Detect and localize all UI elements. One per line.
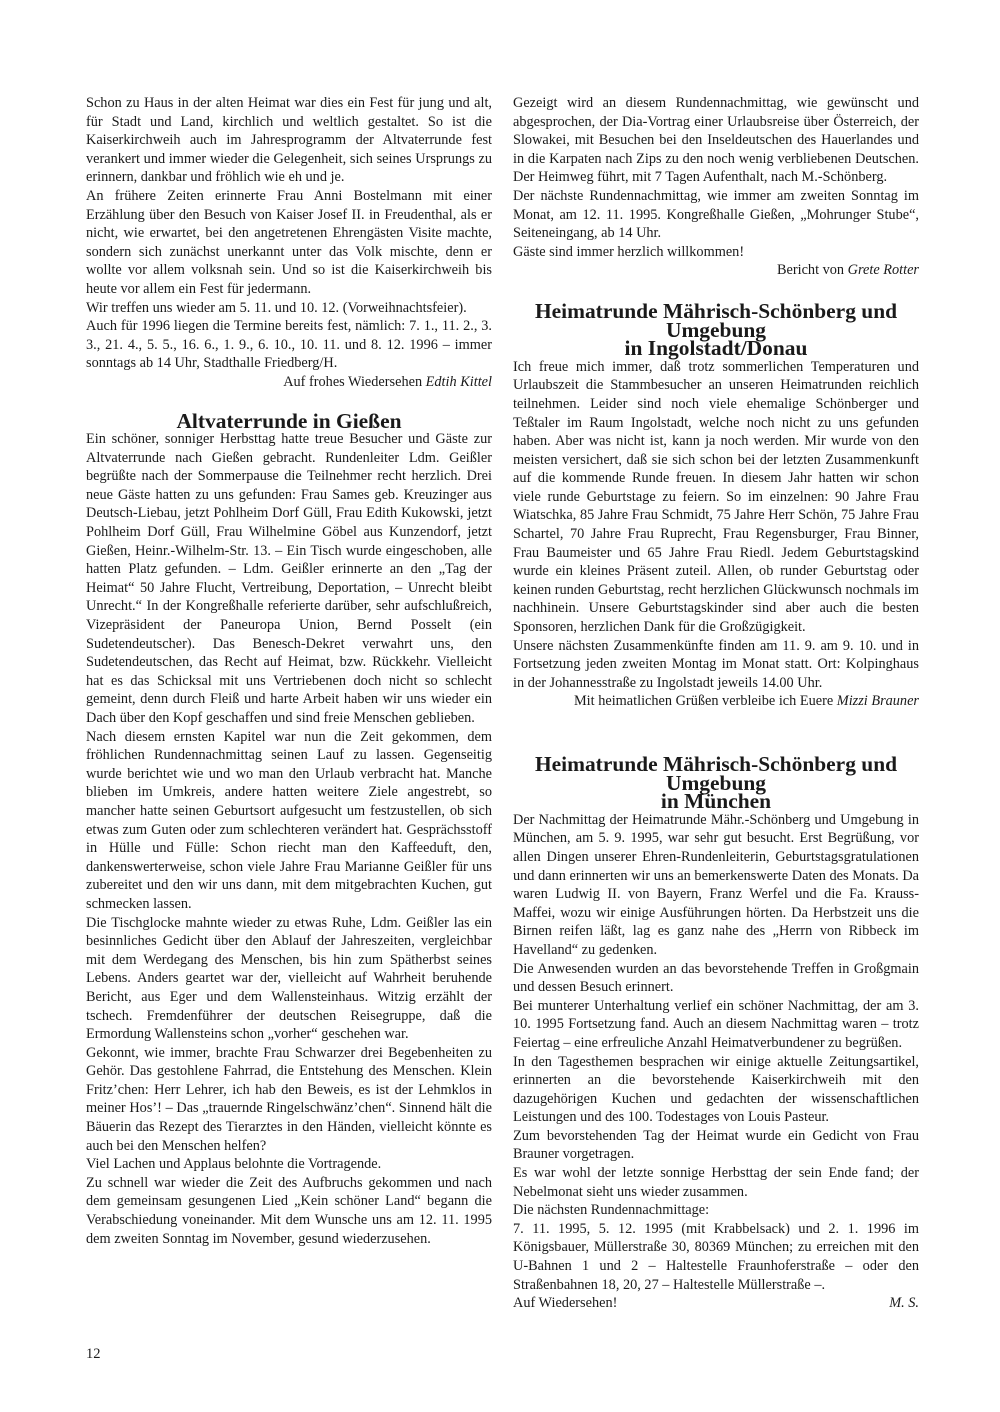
paragraph: Gekonnt, wie immer, brachte Frau Schwarzer drei Begebenheiten zu Gehör. Das gestohlene Fahrrad, die Entstehung des Menschen. Klein Fritz’chen: Herr Lehrer, ich hab den Beweis, es ist der Lehmklos in meiner Hos’! – Das „trauernde Ringelschwänz’chen“. Sinnend hält die Bäuerin das Rezept des Tierarztes in den Händen, vielleicht könnte es auch bei den Menschen helfen? xyxy=(86,1044,492,1154)
paragraph: Gezeigt wird an diesem Rundennachmittag, wie gewünscht und abgesprochen, der Dia-Vortrag einer Urlaubsreise über Österreich, der Slowakei, mit Besuchen bei den Inseldeutschen des Hauerlandes und in die Karpaten nach Zips zu den noch wenig verbliebenen Deutschen. Der Heimweg führt, mit 7 Tagen Aufenthalt, nach M.-Schönberg. xyxy=(513,95,919,186)
heading-line: in München xyxy=(660,789,772,814)
paragraph: Gäste sind immer herzlich willkommen! xyxy=(513,243,745,260)
signature-name: Grete Rotter xyxy=(847,262,919,279)
signature xyxy=(513,692,919,711)
paragraph: Die Anwesenden wurden an das bevorstehende Treffen in Großgmain und dessen Besuch erinnert. xyxy=(513,960,919,996)
signature-prefix: Mit heimatlichen Grüßen verbleibe ich Euere xyxy=(573,693,834,710)
paragraph: Bei munterer Unterhaltung verlief ein schöner Nachmittag, der am 3. 10. 1995 Fortsetzung fand. Auch an diesem Nachmittag waren – trotz Feiertag – eine erfreuliche Anzahl Heimatverbundener zu begrüßen. xyxy=(513,997,919,1051)
signature-prefix: Bericht von xyxy=(776,262,845,279)
article-heading-ingolstadt xyxy=(513,298,919,361)
paragraph: Ein schöner, sonniger Herbsttag hatte treue Besucher und Gäste zur Altvaterrunde nach Gießen gebracht. Rundenleiter Ldm. Geißler begrüßte nach der Sommerpause die Teilnehmer recht herzlich. Drei neue Gäste hatten zu uns gefunden: Frau Sames geb. Kreuzinger aus Deutsch-Liebau, jetzt Pohlheim Dorf Güll, Frau Edith Kukowski, jetzt Pohlheim Dorf Güll, Frau Wilhelmine Göbel aus Kunzendorf, jetzt Gießen, Heinr.-Wilhelm-Str. 13. – Ein Tisch wurde eingeschoben, alle hatten Platz gefunden. – Ldm. Geißler erinnerte an den „Tag der Heimat“ 50 Jahre Flucht, Vertreibung, Deportation, – Unrecht bleibt Unrecht.“ In der Kongreßhalle referierte darüber, sehr aufschlußreich, Vizepräsident der Paneuropa Union, Bernd Posselt (ein Sudetendeutscher). Das Benesch-Dekret verwahrt uns, den Sudetendeutschen, das Recht auf Heimat, bzw. Rückkehr. Vielleicht hat es das Schicksal mit uns Vertriebenen doch nicht so schlecht gemeint, denn durch Fleiß und harte Arbeit haben wir uns wieder ein Dach über den Kopf geschaffen und sind freie Menschen geblieben. xyxy=(86,431,492,726)
signature xyxy=(86,373,492,392)
paragraph: In den Tagesthemen besprachen wir einige aktuelle Zeitungsartikel, erinnerten an die bevorstehende Kaiserkirchweih mit den dazugehörigen Kuchen und gedachten der wissenschaftlichen Leistungen und des 100. Todestages von Louis Pasteur. xyxy=(513,1053,919,1126)
paragraph: Die nächsten Rundennachmittage: xyxy=(513,1202,710,1219)
paragraph: Schon zu Haus in der alten Heimat war dies ein Fest für jung und alt, für Stadt und Land, kirchlich und weltlich gestaltet. So ist die Kaiserkirchweih auch im Jahresprogramm der Altvaterrunde fest verankert und immer wieder die Gelegenheit, sich seines Ursprungs zu erinnern, dankbar und fröhlich wie eh und je. xyxy=(86,95,492,186)
closing-text: Auf Wiedersehen! xyxy=(513,1295,618,1312)
paragraph: Unsere nächsten Zusammenkünfte finden am 11. 9. am 9. 10. und in Fortsetzung jeden zweiten Montag im Monat statt. Ort: Kolpinghaus in der Johannesstraße zu Ingolstadt jeweils 14.00 Uhr. xyxy=(513,637,919,691)
page-number: 12 xyxy=(86,1346,101,1362)
heading-line: in Ingolstadt/Donau xyxy=(624,336,808,361)
paragraph: Zum bevorstehenden Tag der Heimat wurde ein Gedicht von Frau Brauner vorgetragen. xyxy=(513,1127,919,1163)
paragraph: Ich freue mich immer, daß trotz sommerlichen Temperaturen und Urlaubszeit die Stammbesucher an unseren Heimatrunden reichlich teilnehmen. Leider sind noch viele ehemalige Schönberger und Teßtaler im Raum Ingolstadt, welche noch nicht zu uns gefunden haben. Aber was nicht ist, kann ja noch werden. Mir wurde von den meisten versichert, daß sie sich schon bei der letzten Zusammenkunft auf die kommende Runde freuen. In diesem Jahr hatten wir schon viele runde Geburtstage zu feiern. So im einzelnen: 90 Jahre Frau Wiatschka, 85 Jahre Frau Schmidt, 75 Jahre Herr Schön, 75 Jahre Frau Schartel, 70 Jahre Frau Ruprecht, Frau Regensburger, Frau Binner, Frau Baumeister und 65 Jahre Frau Riedl. Jedem Geburtstagskind wurde ein kleines Präsent zuteil. Allen, ob runder Geburtstag oder keinen runden Geburtstag, recht herzlichen Glückwunsch nochmals im nachhinein. Unsere Geburtstagskinder sind aber auch die besten Sponsoren, herzlichen Dank für die Großzügigkeit. xyxy=(513,358,919,636)
paragraph: Der nächste Rundennachmittag, wie immer am zweiten Sonntag im Monat, am 12. 11. 1995. Kongreßhalle Gießen, „Mohrunger Stube“, Seiteneingang, ab 14 Uhr. xyxy=(513,187,919,242)
paragraph: Wir treffen uns wieder am 5. 11. und 10. 12. (Vorweihnachtsfeier). xyxy=(86,299,467,316)
paragraph: 7. 11. 1995, 5. 12. 1995 (mit Krabbelsack) und 2. 1. 1996 im Königsbauer, Müllerstraße 30, 80369 München; zu erreichen mit den U-Bahnen 1 und 2 – Haltestelle Fraunhoferstraße – oder den Straßenbahnen 18, 20, 27 – Haltestelle Müllerstraße –. xyxy=(513,1220,919,1293)
signature xyxy=(513,261,919,280)
closing-line xyxy=(513,1294,919,1313)
article-heading-muenchen xyxy=(513,752,919,814)
paragraph: Nach diesem ernsten Kapitel war nun die Zeit gekommen, dem fröhlichen Rundennachmittag seinen Lauf zu lassen. Gegenseitig wurde berichtet wie und wo man den Urlaub verbracht hat. Manche blieben im Umkreis, andere hatten weitere Ziele angestrebt, so mancher hatte seinen Geburtsort aufgesucht um festzustellen, ob sich etwas zum Guten oder zum schlechteren verändert hat. Gesprächsstoff in Hülle und Fülle: Schon riecht man den Kaffeeduft, den, dankenswerterweise, schon viele Jahre Frau Marianne Geißler für uns zubereitet und den wir uns dann, mit dem mitgebrachten Kuchen, gut schmecken lassen. xyxy=(86,728,492,912)
paragraph: Es war wohl der letzte sonnige Herbsttag der sein Ende fand; der Nebelmonat sieht uns wieder zusammen. xyxy=(513,1165,919,1200)
right-column xyxy=(513,94,919,1313)
left-column xyxy=(86,94,492,1248)
signature-prefix: Auf frohes Wiedersehen xyxy=(283,373,423,390)
heading-line: Heimatrunde Mährisch-Schönberg und Umgebung xyxy=(534,298,898,342)
signature-name: Edtih Kittel xyxy=(425,373,492,390)
paragraph: Der Nachmittag der Heimatrunde Mähr.-Schönberg und Umgebung in München, am 5. 9. 1995, war sehr gut besucht. Erst Begrüßung, vor allen Dingen unserer Ehren-Rundenleiterin, Geburtstagsgratulationen und dann erinnerten wir uns an bemerkenswerte Daten des Monats. Da waren Ludwig II. von Bayern, Franz Werfel und die Fa. Krauss-Maffei, wozu wir einige Ausführungen hörten. Da Herbstzeit uns die Birnen reifen läßt, lag es ganz nahe des „Herrn von Ribbeck im Havelland“ zu gedenken. xyxy=(513,811,919,958)
article-heading-giessen: Altvaterrunde in Gießen xyxy=(176,408,402,433)
paragraph: An frühere Zeiten erinnerte Frau Anni Bostelmann mit einer Erzählung über den Besuch von Kaiser Josef II. in Freudenthal, als er nicht, wie erwartet, bei den angetretenen Ehrengästen Visite machte, sondern sich zunächst unerkannt unter das Volk mischte, denn er wollte vor allem volksnah sein. Und so ist die Kaiserkirchweih bis heute vor allem ein Fest für jedermann. xyxy=(86,187,492,297)
heading-line: Heimatrunde Mährisch-Schönberg und Umgebung xyxy=(534,752,898,795)
paragraph: Die Tischglocke mahnte wieder zu etwas Ruhe, Ldm. Geißler las ein besinnliches Gedicht über den Ablauf der Jahreszeiten, vergleichbar mit dem Werdegang des Menschen, bis hin zum Spätherbst seines Lebens. Anders geartet war der, vielleicht auf Wahrheit beruhende Bericht, aus Eger und dem Wallensteinhaus. Witzig erzählt der tschech. Fremdenführer der deutschen Reisegruppe, daß die Ermordung Wallensteins schon „vorher“ geschehen war. xyxy=(86,914,492,1043)
paragraph: Viel Lachen und Applaus belohnte die Vortragende. xyxy=(86,1156,382,1173)
author-initials: M. S. xyxy=(889,1295,919,1312)
signature-name: Mizzi Brauner xyxy=(836,693,919,710)
paragraph: Auch für 1996 liegen die Termine bereits fest, nämlich: 7. 1., 11. 2., 3. 3., 21. 4., 5. 5., 16. 6., 1. 9., 6. 10., 10. 11. und 8. 12. 1996 – immer sonntags ab 14 Uhr, Stadthalle Friedberg/H. xyxy=(86,318,492,372)
paragraph: Zu schnell war wieder die Zeit des Aufbruchs gekommen und nach dem gemeinsam gesungenen Lied „Kein schöner Land“ begann die Verabschiedung voneinander. Mit dem Wunsche uns am 12. 11. 1995 dem zweiten Sonntag im November, gesund wiederzusehen. xyxy=(86,1174,492,1247)
